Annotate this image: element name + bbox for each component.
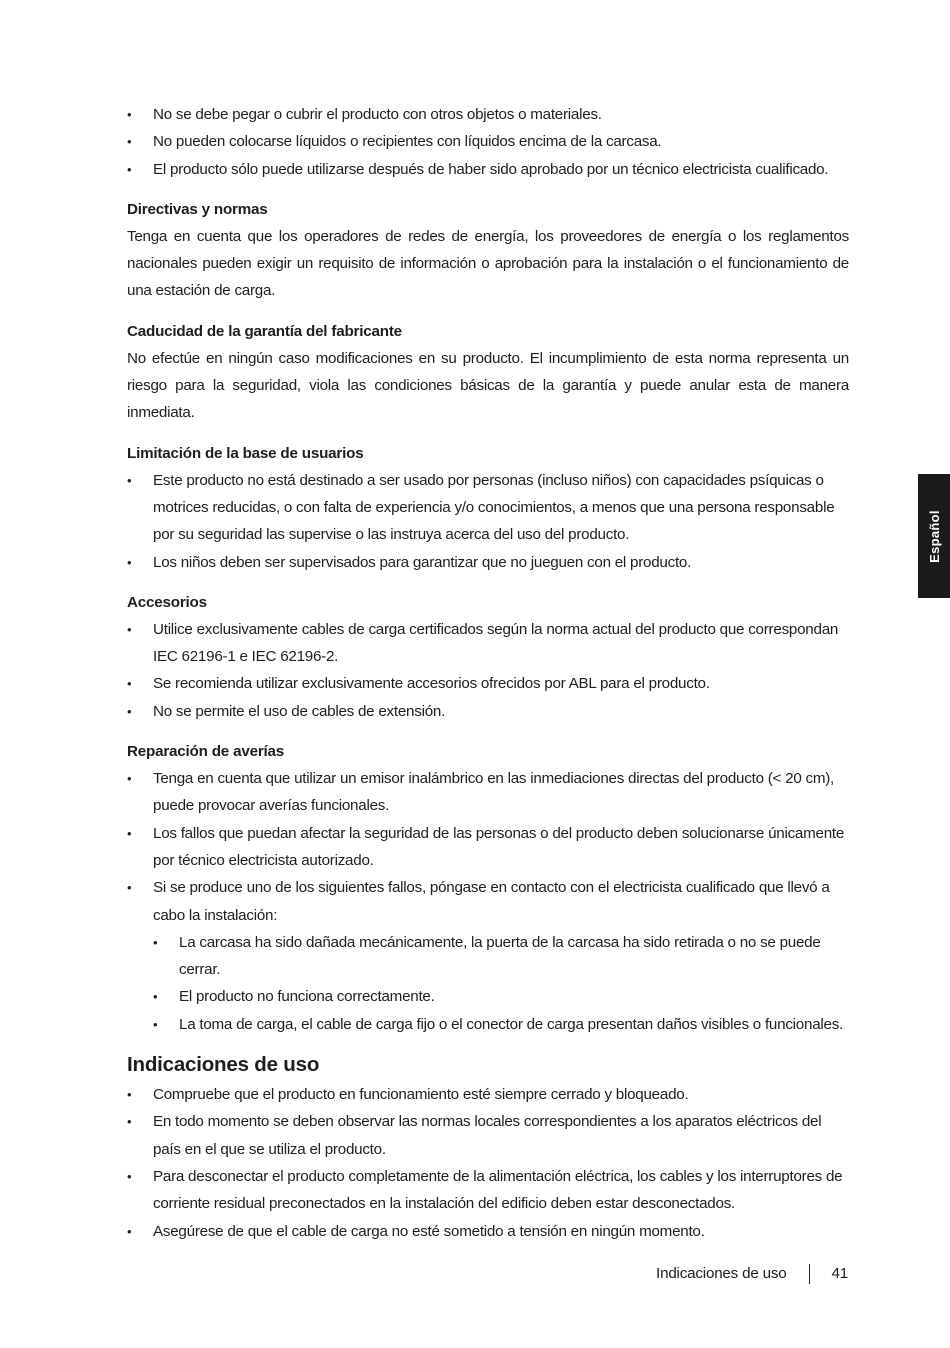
section-title-indicaciones: Indicaciones de uso <box>127 1053 320 1077</box>
paragraph-caducidad: No efectúe en ningún caso modificaciones en su producto. El incumplimiento de esta norma representa un riesgo para la seguridad, viola las condiciones básicas de la garantía y puede anular esta de manera inmediata. <box>127 349 849 422</box>
section-heading-caducidad: Caducidad de la garantía del fabricante <box>127 322 402 340</box>
page-footer <box>656 1263 848 1285</box>
language-tab <box>918 474 950 598</box>
footer-section-title: Indicaciones de uso <box>656 1265 787 1282</box>
accesorios-list <box>127 616 849 725</box>
page-content <box>127 101 849 1245</box>
sub-list-item: • La carcasa ha sido dañada mecánicamente, la puerta de la carcasa ha sido retirada o no se puede cerrar. <box>153 929 849 984</box>
list-item: • Este producto no está destinado a ser usado por personas (incluso niños) con capacidades psíquicas o motrices reducidas, o con falta de experiencia y/o conocimientos, a menos que una persona responsable por su seguridad las supervise o las instruya acerca del uso del producto. <box>127 467 849 549</box>
section-heading-reparacion: Reparación de averías <box>127 743 285 761</box>
list-item: • Los fallos que puedan afectar la seguridad de las personas o del producto deben solucionarse únicamente por técnico electricista autorizado. <box>127 820 849 875</box>
list-item: • Si se produce uno de los siguientes fallos, póngase en contacto con el electricista cualificado que llevó a cabo la instalación: <box>127 874 849 929</box>
section-heading-accesorios: Accesorios <box>127 593 207 611</box>
paragraph-directivas: Tenga en cuenta que los operadores de redes de energía, los proveedores de energía o los reglamentos nacionales pueden exigir un requisito de información o aprobación para la instalación o el funcionamiento de una estación de carga. <box>127 227 849 300</box>
list-item: • No se debe pegar o cubrir el producto con otros objetos o materiales. <box>127 101 849 128</box>
list-item: • El producto sólo puede utilizarse después de haber sido aprobado por un técnico electricista cualificado. <box>127 156 849 183</box>
footer-divider <box>809 1264 810 1284</box>
list-item: • Los niños deben ser supervisados para garantizar que no jueguen con el producto. <box>127 549 849 576</box>
list-item: • Tenga en cuenta que utilizar un emisor inalámbrico en las inmediaciones directas del producto (< 20 cm), puede provocar averías funcionales. <box>127 765 849 820</box>
intro-list <box>127 101 849 183</box>
limitacion-list <box>127 467 849 576</box>
reparacion-sublist <box>153 929 849 1038</box>
reparacion-list <box>127 765 849 929</box>
language-tab-label: Español <box>926 509 942 563</box>
list-item: • No pueden colocarse líquidos o recipientes con líquidos encima de la carcasa. <box>127 128 849 155</box>
section-heading-limitacion: Limitación de la base de usuarios <box>127 444 364 462</box>
indicaciones-list <box>127 1081 849 1245</box>
list-item: • Compruebe que el producto en funcionamiento esté siempre cerrado y bloqueado. <box>127 1081 849 1108</box>
sub-list-item: • El producto no funciona correctamente. <box>153 983 849 1010</box>
list-item: • Asegúrese de que el cable de carga no esté sometido a tensión en ningún momento. <box>127 1218 849 1245</box>
sub-list-item: • La toma de carga, el cable de carga fijo o el conector de carga presentan daños visibles o funcionales. <box>153 1011 849 1038</box>
page-number: 41 <box>831 1265 848 1282</box>
list-item: • Para desconectar el producto completamente de la alimentación eléctrica, los cables y los interruptores de corriente residual preconectados en la instalación del edificio deben estar desconectados. <box>127 1163 849 1218</box>
list-item: • Utilice exclusivamente cables de carga certificados según la norma actual del producto que correspondan IEC 62196-1 e IEC 62196-2. <box>127 616 849 671</box>
list-item: • Se recomienda utilizar exclusivamente accesorios ofrecidos por ABL para el producto. <box>127 670 849 697</box>
list-item: • En todo momento se deben observar las normas locales correspondientes a los aparatos eléctricos del país en el que se utiliza el producto. <box>127 1108 849 1163</box>
list-item: • No se permite el uso de cables de extensión. <box>127 698 849 725</box>
section-heading-directivas: Directivas y normas <box>127 200 268 218</box>
